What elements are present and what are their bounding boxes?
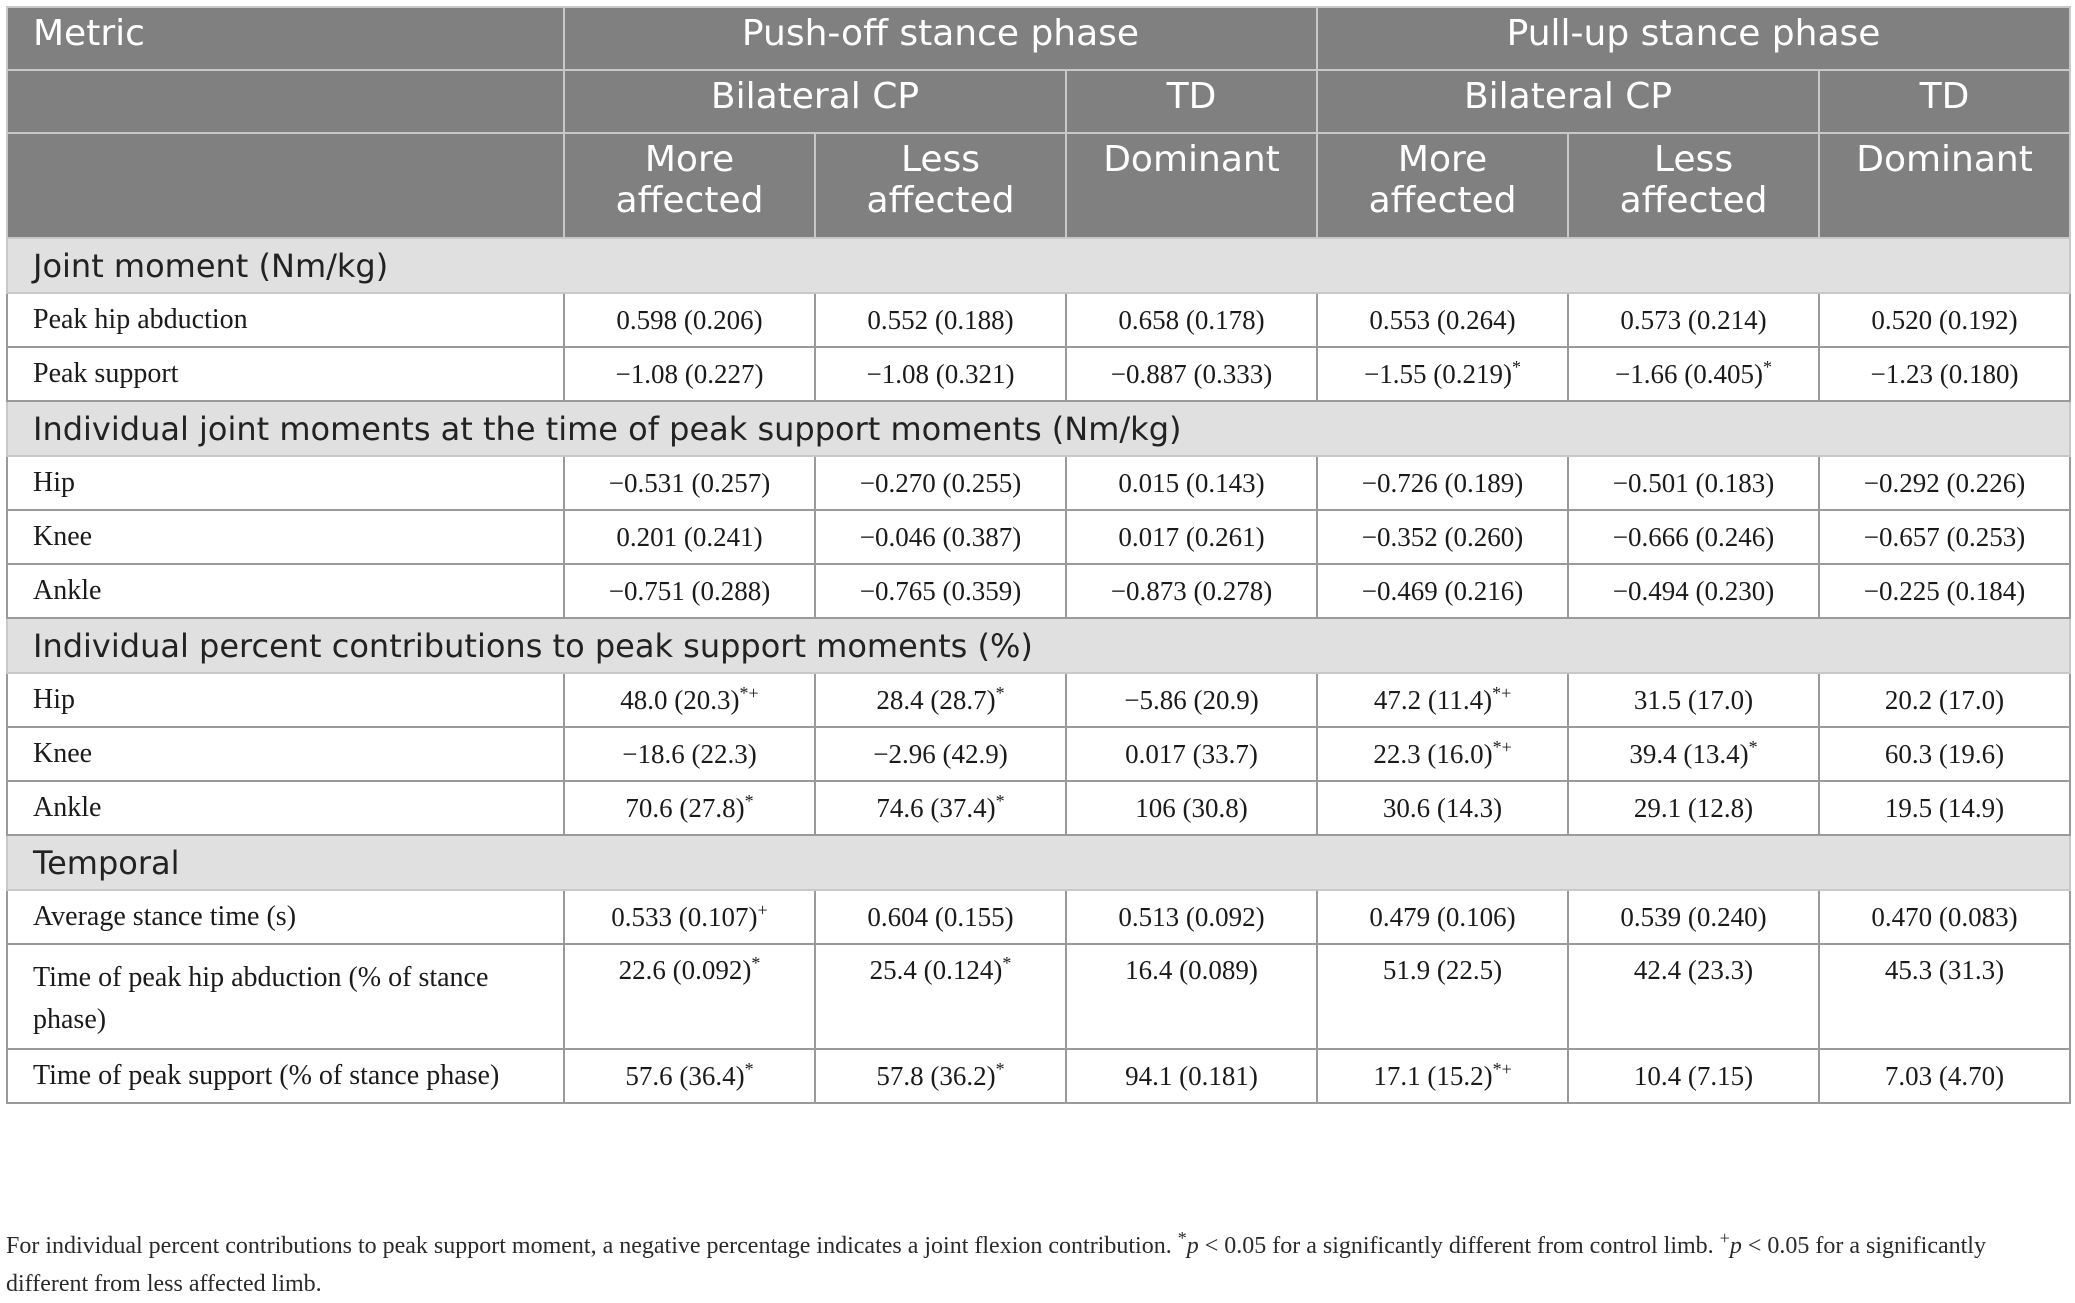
table-cell: [815, 944, 1066, 1049]
table-cell: [1568, 1049, 1819, 1103]
cell-value: 22.3 (16.0): [1373, 738, 1493, 769]
significance-marker: *: [1763, 356, 1773, 377]
table-container: [6, 6, 2068, 1104]
table-cell: [564, 293, 815, 347]
cell-value: 0.513 (0.092): [1118, 901, 1265, 932]
table-cell: [815, 510, 1066, 564]
significance-marker: *: [744, 790, 754, 811]
cell-value: 0.553 (0.264): [1369, 304, 1516, 335]
table-cell: [815, 1049, 1066, 1103]
table-cell: [1819, 1049, 2070, 1103]
row-label: Knee: [7, 727, 564, 781]
cell-value: −0.531 (0.257): [608, 467, 771, 498]
table-cell: [1066, 564, 1317, 618]
section-header-row: [7, 238, 2070, 293]
cell-value: 57.6 (36.4): [625, 1060, 745, 1091]
cell-value: −0.270 (0.255): [859, 467, 1022, 498]
footnote-p: p: [1729, 1233, 1742, 1259]
cell-value: 0.573 (0.214): [1620, 304, 1767, 335]
table-row: [7, 293, 2070, 347]
table-cell: [564, 510, 815, 564]
cell-value: 0.470 (0.083): [1871, 901, 2018, 932]
table-cell: [1568, 673, 1819, 727]
table-cell: [1317, 727, 1568, 781]
section-title: Temporal: [7, 835, 2070, 890]
table-row: [7, 456, 2070, 510]
header-pull-less-affected: Less affected: [1568, 133, 1819, 238]
cell-value: 0.604 (0.155): [867, 901, 1014, 932]
table-row: [7, 347, 2070, 401]
table-cell: [1066, 673, 1317, 727]
footnote-star: *: [1177, 1228, 1187, 1248]
table-cell: [1819, 347, 2070, 401]
table-cell: [564, 944, 815, 1049]
table-cell: [1066, 944, 1317, 1049]
table-cell: [1568, 727, 1819, 781]
table-cell: [1066, 781, 1317, 835]
cell-value: 0.552 (0.188): [867, 304, 1014, 335]
table-cell: [1568, 890, 1819, 944]
table-cell: [815, 727, 1066, 781]
significance-marker: *: [1002, 953, 1012, 973]
cell-value: 60.3 (19.6): [1884, 738, 2005, 769]
table-cell: [1568, 510, 1819, 564]
table-row: [7, 564, 2070, 618]
table-cell: [564, 347, 815, 401]
header-push-td: TD: [1066, 70, 1317, 133]
cell-value: 39.4 (13.4): [1629, 738, 1749, 769]
table-cell: [1066, 347, 1317, 401]
cell-value: 106 (30.8): [1135, 792, 1248, 823]
table-cell: [1568, 944, 1819, 1049]
significance-marker: *: [995, 1058, 1005, 1079]
cell-value: −0.726 (0.189): [1361, 467, 1524, 498]
section-title: Individual percent contributions to peak support moments (%): [7, 618, 2070, 673]
section-title: Individual joint moments at the time of peak support moments (Nm/kg): [7, 401, 2070, 456]
cell-value: 10.4 (7.15): [1633, 1060, 1754, 1091]
cell-value: 17.1 (15.2): [1373, 1060, 1493, 1091]
cell-value: 25.4 (0.124): [869, 955, 1003, 985]
table-footnote: [6, 1227, 2068, 1303]
cell-value: 0.658 (0.178): [1118, 304, 1265, 335]
significance-marker: *: [1512, 356, 1522, 377]
table-cell: [1317, 673, 1568, 727]
section-header-row: [7, 835, 2070, 890]
table-row: [7, 781, 2070, 835]
cell-value: −5.86 (20.9): [1124, 684, 1259, 715]
table-cell: [1568, 781, 1819, 835]
cell-value: −0.352 (0.260): [1361, 521, 1524, 552]
cell-value: −0.666 (0.246): [1612, 521, 1775, 552]
cell-value: 20.2 (17.0): [1884, 684, 2005, 715]
cell-value: −0.225 (0.184): [1863, 575, 2026, 606]
header-pull-dominant: Dominant: [1819, 133, 2070, 238]
cell-value: −1.08 (0.227): [615, 358, 764, 389]
table-cell: [1317, 456, 1568, 510]
cell-value: 0.598 (0.206): [616, 304, 763, 335]
header-push-more-affected: More affected: [564, 133, 815, 238]
table-cell: [1819, 673, 2070, 727]
row-label: Peak support: [7, 347, 564, 401]
table-cell: [1819, 564, 2070, 618]
table-cell: [564, 781, 815, 835]
significance-marker: *+: [1492, 682, 1512, 703]
table-cell: [1066, 510, 1317, 564]
cell-value: 0.479 (0.106): [1369, 901, 1516, 932]
significance-marker: *: [751, 953, 761, 973]
header-pull-bilateral-cp: Bilateral CP: [1317, 70, 1819, 133]
table-row: [7, 1049, 2070, 1103]
cell-value: 70.6 (27.8): [625, 792, 745, 823]
header-pull-up: Pull-up stance phase: [1317, 7, 2070, 70]
cell-value: −1.55 (0.219): [1364, 358, 1513, 389]
cell-value: 30.6 (14.3): [1382, 792, 1503, 823]
header-push-less-affected: Less affected: [815, 133, 1066, 238]
table-cell: [1317, 944, 1568, 1049]
significance-marker: *+: [739, 682, 759, 703]
header-empty: [7, 70, 564, 133]
row-label: Time of peak support (% of stance phase): [7, 1049, 564, 1103]
cell-value: 42.4 (23.3): [1633, 955, 1754, 985]
cell-value: −0.046 (0.387): [859, 521, 1022, 552]
row-label: Knee: [7, 510, 564, 564]
header-push-dominant: Dominant: [1066, 133, 1317, 238]
table-cell: [815, 673, 1066, 727]
row-label: Time of peak hip abduction (% of stance phase): [7, 944, 564, 1049]
table-cell: [1568, 293, 1819, 347]
table-cell: [815, 781, 1066, 835]
cell-value: 94.1 (0.181): [1125, 1060, 1258, 1091]
cell-value: 47.2 (11.4): [1373, 684, 1493, 715]
significance-marker: *: [744, 1058, 754, 1079]
cell-value: −1.08 (0.321): [866, 358, 1015, 389]
table-cell: [1568, 456, 1819, 510]
cell-value: 51.9 (22.5): [1382, 955, 1503, 985]
cell-value: 0.015 (0.143): [1118, 467, 1265, 498]
cell-value: 16.4 (0.089): [1125, 955, 1258, 985]
table-cell: [1819, 781, 2070, 835]
table-cell: [815, 890, 1066, 944]
significance-marker: *: [995, 682, 1005, 703]
table-cell: [1317, 347, 1568, 401]
significance-marker: *+: [1492, 736, 1512, 757]
table-row: [7, 673, 2070, 727]
table-cell: [1819, 510, 2070, 564]
table-cell: [1819, 727, 2070, 781]
cell-value: −0.494 (0.230): [1612, 575, 1775, 606]
cell-value: −0.657 (0.253): [1863, 521, 2026, 552]
table-cell: [1066, 293, 1317, 347]
table-cell: [1066, 890, 1317, 944]
significance-marker: *: [995, 790, 1005, 811]
row-label: Hip: [7, 673, 564, 727]
cell-value: −1.66 (0.405): [1615, 358, 1764, 389]
header-push-bilateral-cp: Bilateral CP: [564, 70, 1066, 133]
table-body: [7, 238, 2070, 1103]
cell-value: −0.501 (0.183): [1612, 467, 1775, 498]
cell-value: −0.292 (0.226): [1863, 467, 2026, 498]
cell-value: −1.23 (0.180): [1870, 358, 2019, 389]
cell-value: −0.765 (0.359): [859, 575, 1022, 606]
cell-value: −0.873 (0.278): [1110, 575, 1273, 606]
cell-value: 0.017 (33.7): [1125, 738, 1258, 769]
table-cell: [1066, 727, 1317, 781]
footnote-p: p: [1186, 1233, 1199, 1259]
row-label: Peak hip abduction: [7, 293, 564, 347]
cell-value: 0.533 (0.107): [611, 901, 758, 932]
table-cell: [815, 347, 1066, 401]
table-row: [7, 944, 2070, 1049]
cell-value: 0.201 (0.241): [616, 521, 763, 552]
table-cell: [1317, 510, 1568, 564]
significance-marker: *: [1748, 736, 1758, 757]
table-row: [7, 510, 2070, 564]
table-cell: [564, 564, 815, 618]
header-empty: [7, 133, 564, 238]
table-cell: [1568, 564, 1819, 618]
table-cell: [1819, 456, 2070, 510]
cell-value: −18.6 (22.3): [622, 738, 757, 769]
table-cell: [1066, 456, 1317, 510]
significance-marker: *+: [1492, 1058, 1512, 1079]
table-cell: [564, 673, 815, 727]
section-header-row: [7, 401, 2070, 456]
table-cell: [564, 890, 815, 944]
row-label: Hip: [7, 456, 564, 510]
cell-value: 0.017 (0.261): [1118, 521, 1265, 552]
footnote-text: < 0.05 for a significantly different from less affected limb.: [6, 1233, 1986, 1297]
table-cell: [1568, 347, 1819, 401]
table-cell: [815, 293, 1066, 347]
cell-value: 57.8 (36.2): [876, 1060, 996, 1091]
cell-value: 31.5 (17.0): [1633, 684, 1754, 715]
header-metric: Metric: [7, 7, 564, 70]
cell-value: 19.5 (14.9): [1884, 792, 2005, 823]
table-cell: [815, 456, 1066, 510]
row-label: Ankle: [7, 781, 564, 835]
section-title: Joint moment (Nm/kg): [7, 238, 2070, 293]
cell-value: −2.96 (42.9): [873, 738, 1008, 769]
cell-value: 29.1 (12.8): [1633, 792, 1754, 823]
cell-value: 28.4 (28.7): [876, 684, 996, 715]
table-cell: [815, 564, 1066, 618]
cell-value: 45.3 (31.3): [1884, 955, 2005, 985]
table-cell: [1819, 944, 2070, 1049]
table-row: [7, 890, 2070, 944]
cell-value: 0.520 (0.192): [1871, 304, 2018, 335]
table-cell: [1317, 781, 1568, 835]
table-cell: [1317, 890, 1568, 944]
cell-value: 48.0 (20.3): [620, 684, 740, 715]
table-row: [7, 727, 2070, 781]
table-cell: [1317, 293, 1568, 347]
footnote-text: < 0.05 for a significantly different from control limb.: [1198, 1233, 1720, 1259]
cell-value: 74.6 (37.4): [876, 792, 996, 823]
header-pull-more-affected: More affected: [1317, 133, 1568, 238]
cell-value: −0.469 (0.216): [1361, 575, 1524, 606]
row-label: Average stance time (s): [7, 890, 564, 944]
cell-value: 7.03 (4.70): [1884, 1060, 2005, 1091]
table-cell: [564, 1049, 815, 1103]
significance-marker: +: [757, 899, 768, 920]
table-cell: [1317, 1049, 1568, 1103]
cell-value: 0.539 (0.240): [1620, 901, 1767, 932]
footnote-plus: +: [1719, 1228, 1730, 1248]
footnote-text: For individual percent contributions to peak support moment, a negative percentage indicates a joint flexion contribution.: [6, 1233, 1178, 1259]
table-header: [7, 7, 2070, 238]
cell-value: 22.6 (0.092): [618, 955, 752, 985]
cell-value: −0.751 (0.288): [608, 575, 771, 606]
table-cell: [1819, 293, 2070, 347]
table-cell: [564, 727, 815, 781]
header-push-off: Push-off stance phase: [564, 7, 1317, 70]
cell-value: −0.887 (0.333): [1110, 358, 1273, 389]
row-label: Ankle: [7, 564, 564, 618]
table-cell: [564, 456, 815, 510]
table-cell: [1819, 890, 2070, 944]
results-table: [6, 6, 2071, 1104]
table-cell: [1066, 1049, 1317, 1103]
table-cell: [1317, 564, 1568, 618]
section-header-row: [7, 618, 2070, 673]
header-pull-td: TD: [1819, 70, 2070, 133]
